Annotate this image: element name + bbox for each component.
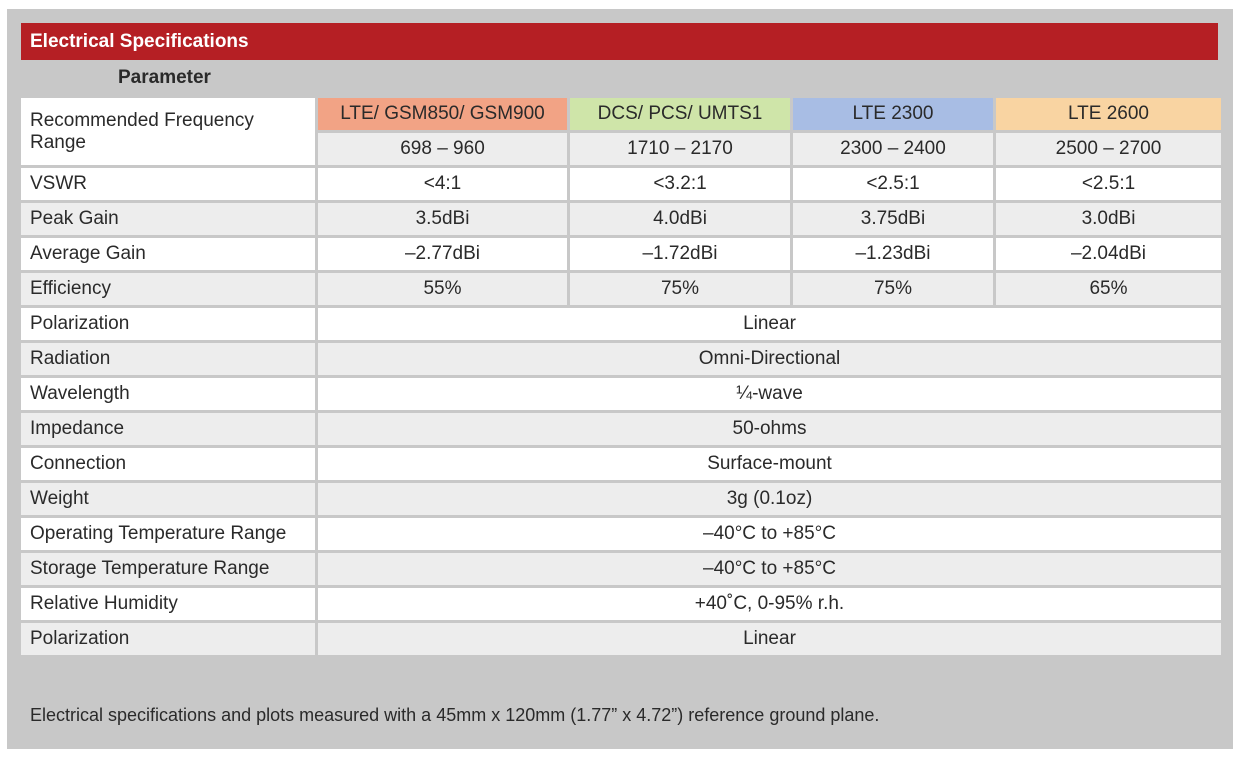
band-header-lte-2600: LTE 2600 (996, 98, 1221, 130)
table-cell: Linear (318, 623, 1221, 655)
table-cell: 75% (793, 273, 993, 305)
table-cell: 3.5dBi (318, 203, 567, 235)
table-cell: Linear (318, 308, 1221, 340)
table-row (21, 168, 1221, 200)
row-label: Wavelength (21, 378, 315, 410)
table-cell: –40°C to +85°C (318, 518, 1221, 550)
band-header-lte-2300: LTE 2300 (793, 98, 993, 130)
table-row (21, 308, 1221, 340)
table-cell: 75% (570, 273, 790, 305)
row-label: Efficiency (21, 273, 315, 305)
table-cell: 65% (996, 273, 1221, 305)
row-label: Operating Temperature Range (21, 518, 315, 550)
table-cell: <2.5:1 (996, 168, 1221, 200)
row-label: VSWR (21, 168, 315, 200)
row-label: Peak Gain (21, 203, 315, 235)
row-label: Connection (21, 448, 315, 480)
row-label: Storage Temperature Range (21, 553, 315, 585)
table-cell: –1.72dBi (570, 238, 790, 270)
table-row (21, 483, 1221, 515)
table-row (21, 378, 1221, 410)
table-cell: Omni-Directional (318, 343, 1221, 375)
table-row (21, 588, 1221, 620)
table-cell: 3.0dBi (996, 203, 1221, 235)
table-cell: –2.04dBi (996, 238, 1221, 270)
row-label: Polarization (21, 308, 315, 340)
table-row (21, 518, 1221, 550)
table-row (21, 98, 1221, 130)
table-cell: –2.77dBi (318, 238, 567, 270)
frequency-range-cell: 1710 – 2170 (570, 133, 790, 165)
table-cell: <2.5:1 (793, 168, 993, 200)
frequency-range-cell: 2300 – 2400 (793, 133, 993, 165)
table-cell: Surface-mount (318, 448, 1221, 480)
table-row (21, 413, 1221, 445)
row-label: Average Gain (21, 238, 315, 270)
band-header-dcs-pcs-umts: DCS/ PCS/ UMTS1 (570, 98, 790, 130)
table-cell: –40°C to +85°C (318, 553, 1221, 585)
parameter-header: Parameter (118, 67, 211, 88)
table-cell: <4:1 (318, 168, 567, 200)
frequency-range-cell: 2500 – 2700 (996, 133, 1221, 165)
table-cell: 3.75dBi (793, 203, 993, 235)
table-cell: –1.23dBi (793, 238, 993, 270)
table-cell: <3.2:1 (570, 168, 790, 200)
row-label: Relative Humidity (21, 588, 315, 620)
table-cell: +40˚C, 0-95% r.h. (318, 588, 1221, 620)
table-cell: 50-ohms (318, 413, 1221, 445)
table-cell: 3g (0.1oz) (318, 483, 1221, 515)
table-row (21, 343, 1221, 375)
table-row (21, 623, 1221, 655)
footnote: Electrical specifications and plots measured with a 45mm x 120mm (1.77” x 4.72”) reference ground plane. (30, 705, 880, 725)
row-label: Weight (21, 483, 315, 515)
section-title: Electrical Specifications (21, 23, 1218, 60)
table-row (21, 203, 1221, 235)
row-label: Impedance (21, 413, 315, 445)
table-cell: 55% (318, 273, 567, 305)
table-row (21, 238, 1221, 270)
frequency-range-cell: 698 – 960 (318, 133, 567, 165)
table-row (21, 448, 1221, 480)
specifications-table (18, 95, 1224, 658)
row-label: Polarization (21, 623, 315, 655)
table-row (21, 273, 1221, 305)
table-cell: 4.0dBi (570, 203, 790, 235)
band-header-lte-gsm: LTE/ GSM850/ GSM900 (318, 98, 567, 130)
table-cell: ¼-wave (318, 378, 1221, 410)
row-label: Recommended Frequency Range (21, 98, 315, 165)
row-label: Radiation (21, 343, 315, 375)
table-row (21, 553, 1221, 585)
